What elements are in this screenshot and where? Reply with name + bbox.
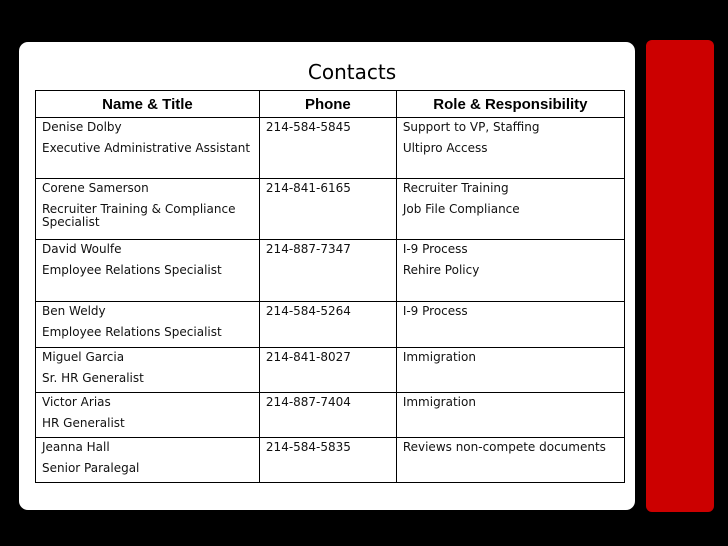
table-row <box>36 240 625 302</box>
cell-name-title <box>36 348 260 393</box>
table-row <box>36 348 625 393</box>
cell-name-title <box>36 240 260 302</box>
contact-name: Victor Arias <box>42 395 111 409</box>
role-item: Recruiter Training <box>402 181 509 195</box>
contacts-table <box>35 90 625 483</box>
contact-title: Senior Paralegal <box>42 461 140 475</box>
accent-bar <box>646 40 714 512</box>
contact-title: Recruiter Training & Compliance Specialist <box>42 202 236 229</box>
column-header-phone: Phone <box>259 91 396 118</box>
cell-role <box>396 118 624 179</box>
contact-title: Employee Relations Specialist <box>42 325 222 339</box>
role-item: I-9 Process <box>402 242 468 256</box>
table-row <box>36 179 625 240</box>
cell-role <box>396 438 624 483</box>
contact-name: Jeanna Hall <box>42 440 110 454</box>
cell-name-title <box>36 118 260 179</box>
table-row <box>36 438 625 483</box>
page-title: Contacts <box>307 60 397 84</box>
cell-phone <box>259 179 396 240</box>
role-item: Support to VP, Staffing <box>402 120 540 134</box>
cell-phone <box>259 302 396 348</box>
role-item: Immigration <box>402 395 476 409</box>
cell-phone <box>259 118 396 179</box>
role-item: Rehire Policy <box>402 263 480 277</box>
contact-name: David Woulfe <box>42 242 122 256</box>
contact-name: Denise Dolby <box>42 120 122 134</box>
cell-phone <box>259 393 396 438</box>
table-row <box>36 302 625 348</box>
contact-title: Sr. HR Generalist <box>42 371 144 385</box>
table-row <box>36 118 625 179</box>
cell-name-title <box>36 179 260 240</box>
contact-title: HR Generalist <box>42 416 125 430</box>
contact-phone: 214-841-6165 <box>265 181 351 195</box>
contact-title: Executive Administrative Assistant <box>42 141 251 155</box>
contact-name: Miguel Garcia <box>42 350 125 364</box>
cell-phone <box>259 348 396 393</box>
cell-name-title <box>36 302 260 348</box>
cell-role <box>396 302 624 348</box>
cell-role <box>396 393 624 438</box>
contact-phone: 214-887-7347 <box>265 242 351 256</box>
contact-title: Employee Relations Specialist <box>42 263 222 277</box>
contact-phone: 214-584-5264 <box>265 304 351 318</box>
contact-name: Corene Samerson <box>42 181 149 195</box>
cell-role <box>396 348 624 393</box>
contact-phone: 214-584-5835 <box>265 440 351 454</box>
column-header-name: Name & Title <box>36 91 260 118</box>
role-item: Ultipro Access <box>402 141 488 155</box>
cell-phone <box>259 240 396 302</box>
cell-phone <box>259 438 396 483</box>
contact-phone: 214-887-7404 <box>265 395 351 409</box>
contact-phone: 214-584-5845 <box>265 120 351 134</box>
contact-name: Ben Weldy <box>42 304 106 318</box>
column-header-role: Role & Responsibility <box>396 91 624 118</box>
cell-name-title <box>36 393 260 438</box>
cell-name-title <box>36 438 260 483</box>
slide <box>19 42 635 510</box>
contact-phone: 214-841-8027 <box>265 350 351 364</box>
cell-role <box>396 240 624 302</box>
cell-role <box>396 179 624 240</box>
role-item: Immigration <box>402 350 476 364</box>
role-item: Reviews non-compete documents <box>402 440 606 454</box>
table-row <box>36 393 625 438</box>
table-header-row <box>36 91 625 118</box>
role-item: Job File Compliance <box>402 202 520 216</box>
role-item: I-9 Process <box>402 304 468 318</box>
